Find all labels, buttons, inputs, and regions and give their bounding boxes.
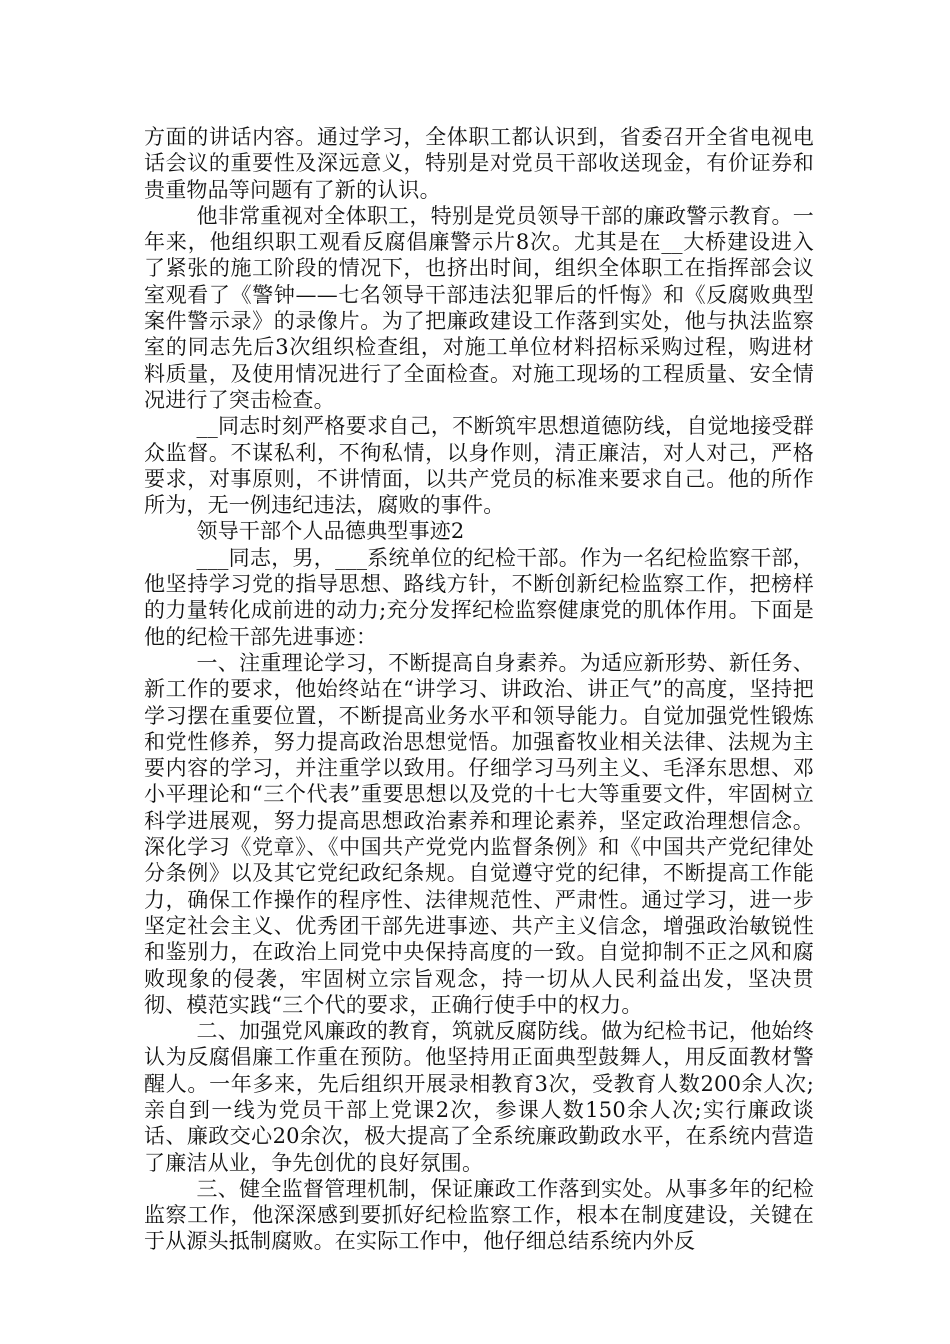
paragraph-4: ___同志，男，___系统单位的纪检干部。作为一名纪检监察干部，他坚持学习党的指导思想、路线方针，不断创新纪检监察工作，把榜样的力量转化成前进的动力;充分发挥纪检监察健康党的肌体作用。下面是他的纪检干部先进事迹： xyxy=(144,545,814,649)
paragraph-6: 二、加强党风廉政的教育，筑就反腐防线。做为纪检书记，他始终认为反腐倡廉工作重在预防。他坚持用正面典型鼓舞人，用反面教材警醒人。一年多来，先后组织开展录相教育3次，受教育人数200余人次;亲自到一线为党员干部上党课2次，参课人数150余人次;实行廉政谈话、廉政交心20余次，极大提高了全系统廉政勤政水平，在系统内营造了廉洁从业，争先创优的良好氛围。 xyxy=(144,1019,814,1175)
paragraph-2: 他非常重视对全体职工，特别是党员领导干部的廉政警示教育。一年来，他组织职工观看反腐倡廉警示片8次。尤其是在__大桥建设进入了紧张的施工阶段的情况下，也挤出时间，组织全体职工在指挥部会议室观看了《警钟——七名领导干部违法犯罪后的忏悔》和《反腐败典型案件警示录》的录像片。为了把廉政建设工作落到实处，他与执法监察室的同志先后3次组织检查组，对施工单位材料招标采购过程，购进材料质量，及使用情况进行了全面检查。对施工现场的工程质量、安全情况进行了突击检查。 xyxy=(144,203,814,412)
paragraph-7: 三、健全监督管理机制，保证廉政工作落到实处。从事多年的纪检监察工作，他深深感到要抓好纪检监察工作，根本在制度建设，关键在于从源头抵制腐败。在实际工作中，他仔细总结系统内外反 xyxy=(144,1176,814,1254)
paragraph-5: 一、注重理论学习，不断提高自身素养。为适应新形势、新任务、新工作的要求，他始终站在“讲学习、讲政治、讲正气”的高度，坚持把学习摆在重要位置，不断提高业务水平和领导能力。自觉加强党性锻炼和党性修养，努力提高政治思想觉悟。加强畜牧业相关法律、法规为主要内容的学习，并注重学以致用。仔细学习马列主义、毛泽东思想、邓小平理论和“三个代表”重要思想以及党的十七大等重要文件，牢固树立科学进展观，努力提高思想政治素养和理论素养，坚定政治理想信念。深化学习《党章》、《中国共产党党内监督条例》和《中国共产党纪律处分条例》以及其它党纪政纪条规。自觉遵守党的纪律，不断提高工作能力，确保工作操作的程序性、法律规范性、严肃性。通过学习，进一步坚定社会主义、优秀团干部先进事迹、共产主义信念，增强政治敏锐性和鉴别力，在政治上同党中央保持高度的一致。自觉抑制不正之风和腐败现象的侵袭，牢固树立宗旨观念，持一切从人民利益出发，坚决贯彻、模范实践“三个代的要求，正确行使手中的权力。 xyxy=(144,650,814,1017)
paragraph-1: 方面的讲话内容。通过学习，全体职工都认识到，省委召开全省电视电话会议的重要性及深远意义，特别是对党员干部收送现金，有价证券和贵重物品等问题有了新的认识。 xyxy=(144,125,814,202)
document-body xyxy=(144,124,814,1255)
paragraph-3: __同志时刻严格要求自己，不断筑牢思想道德防线，自觉地接受群众监督。不谋私利，不徇私情，以身作则，清正廉洁，对人对己，严格要求，对事原则，不讲情面，以共产党员的标准来要求自己。他的所作所为，无一例违纪违法，腐败的事件。 xyxy=(144,414,814,518)
section-heading: 领导干部个人品德典型事迹2 xyxy=(196,519,465,544)
